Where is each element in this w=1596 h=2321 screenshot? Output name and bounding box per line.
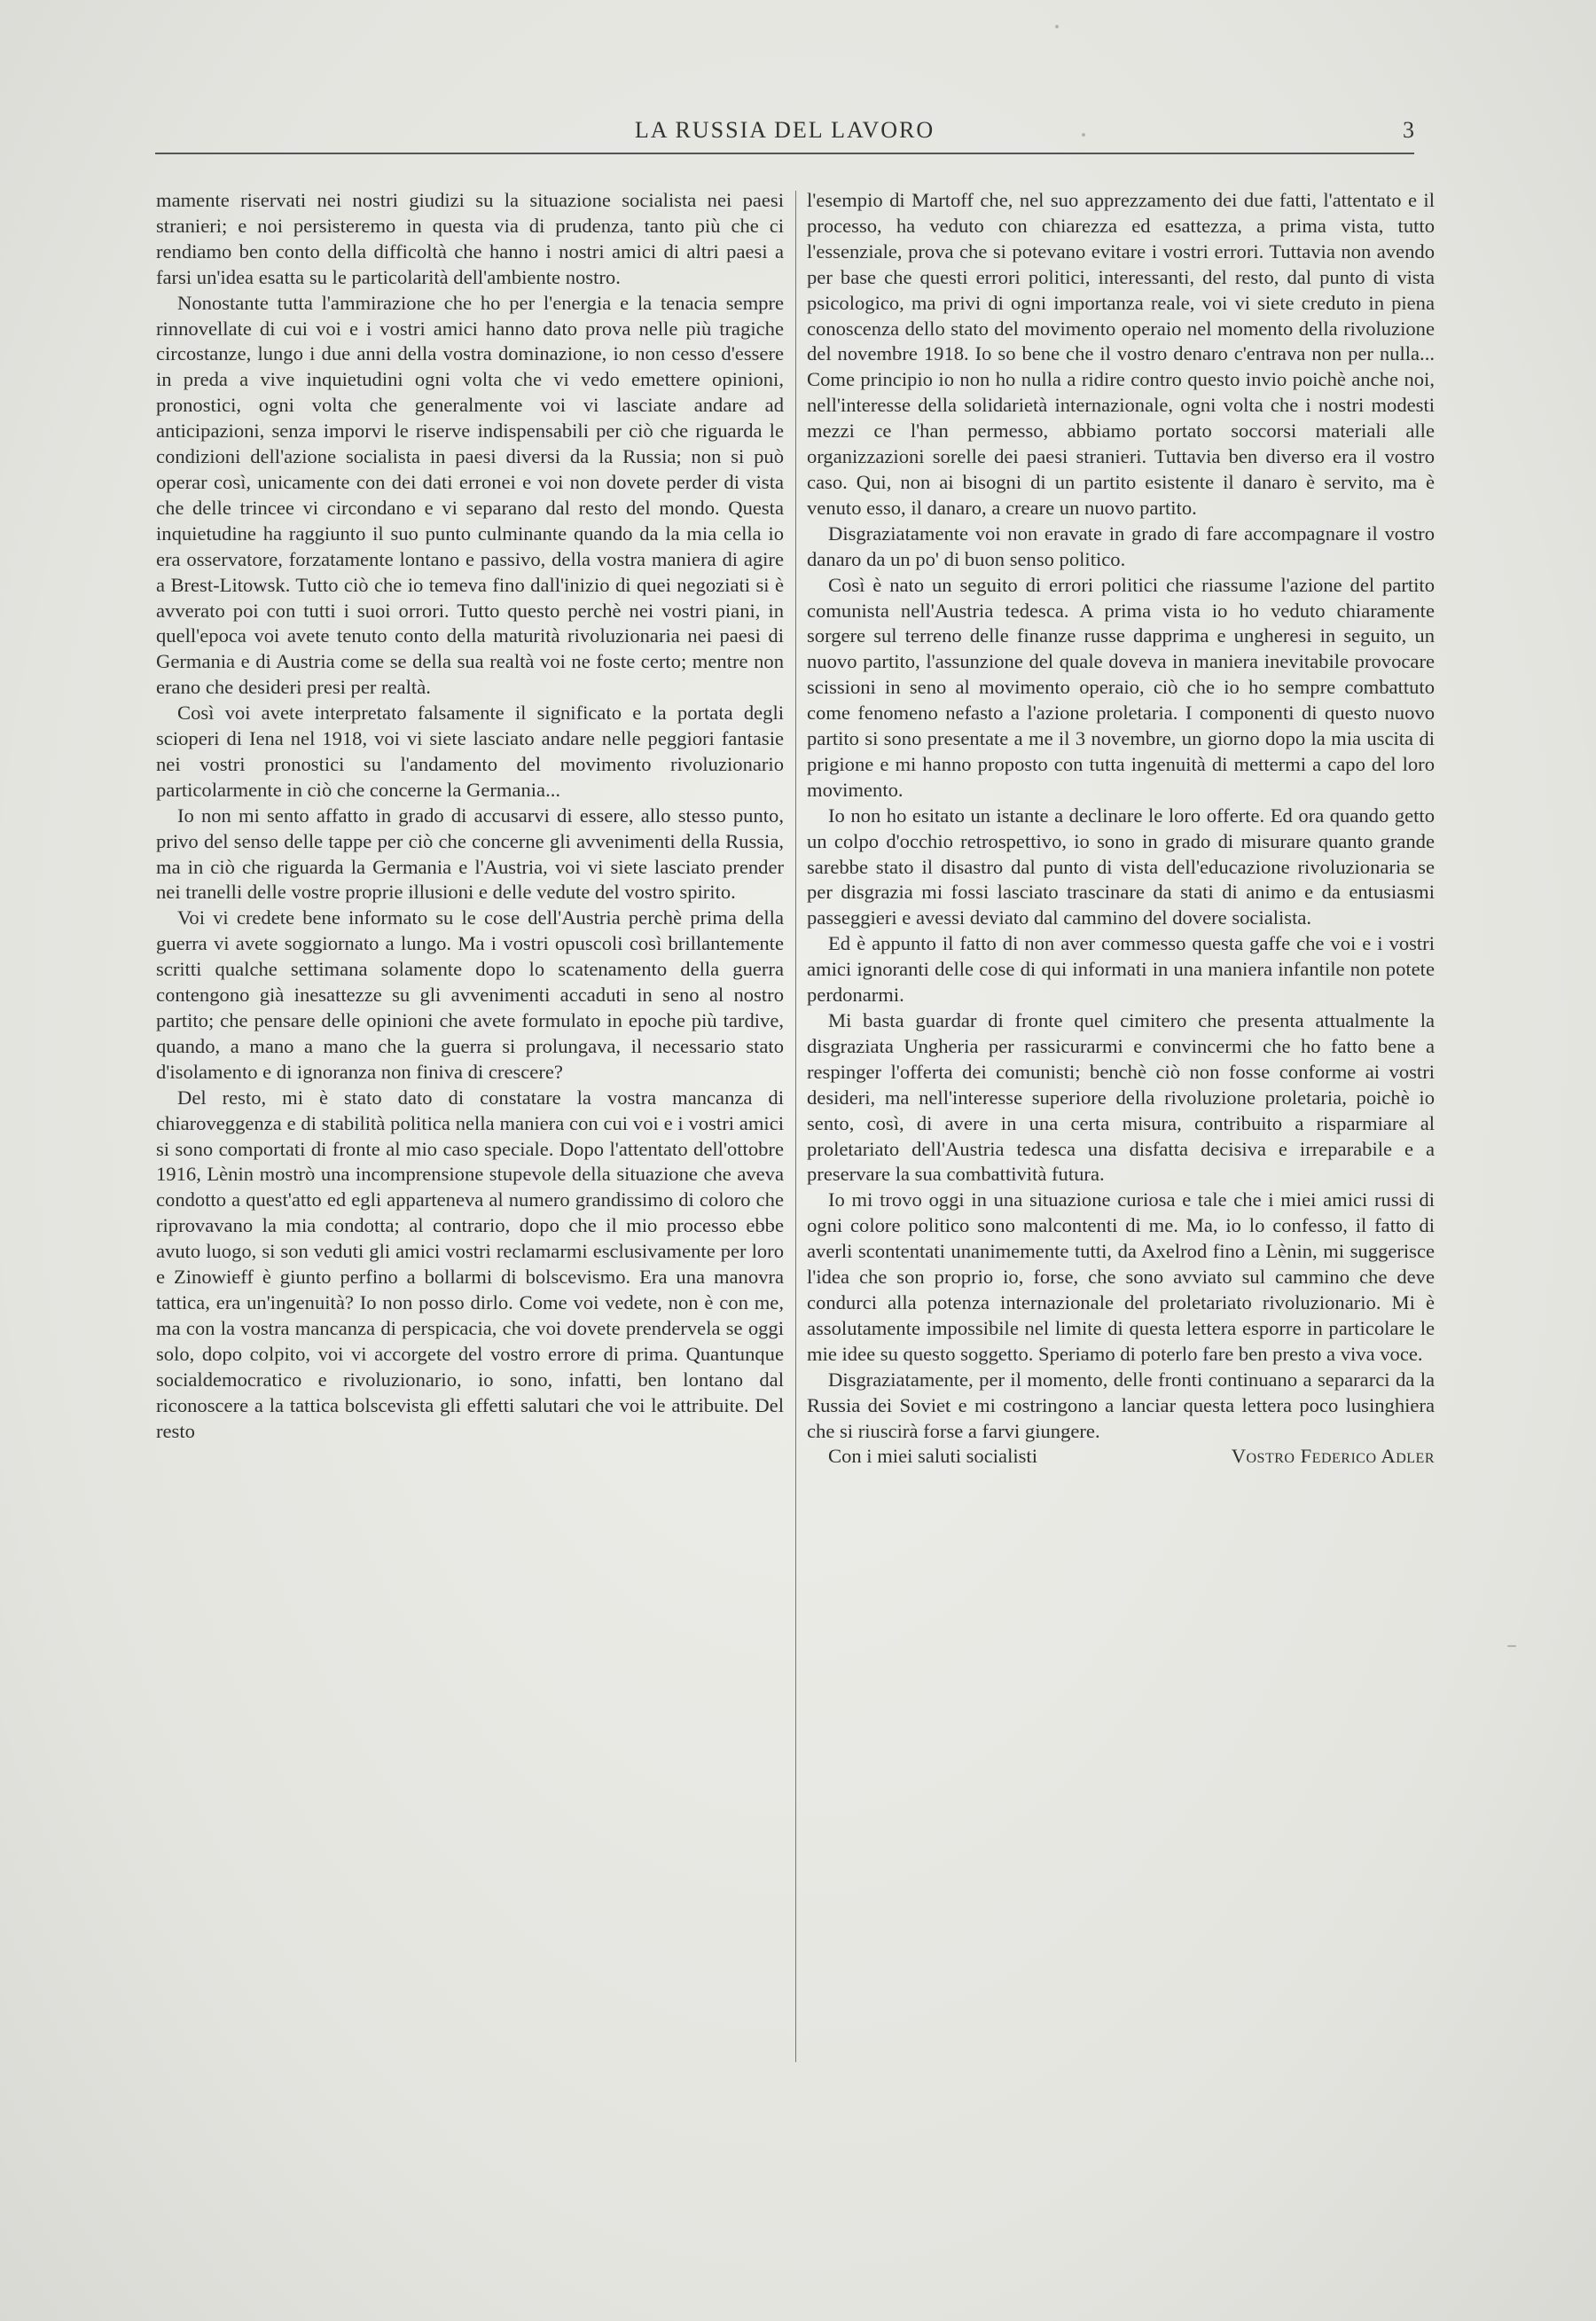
left-column xyxy=(156,188,784,1444)
paragraph: Disgraziatamente voi non eravate in grado di fare accompagnare il vostro danaro da un po' di buon senso politico. xyxy=(807,521,1435,570)
paragraph: Nonostante tutta l'ammirazione che ho per l'energia e la tenacia sempre rinnovellate di cui voi e i vostri amici hanno dato prova nelle più tragiche circostanze, lungo i due anni della vostra dominazione, io non cesso d'essere in preda a vive inquietudini ogni volta che vi vedo emettere opinioni, pronostici, ogni volta che generalmente voi vi lasciate andare ad anticipazioni, senza imporvi le riserve indispensabili per ciò che riguarda le condizioni dell'azione socialista in paesi diversi da la Russia; non si può operar così, unicamente con dei dati erronei e voi non dovete perder di vista che delle trincee vi circondano e vi separano dal resto del mondo. Questa inquietudine ha raggiunto il suo punto culminante quando da la mia cella io era osservatore, forzatamente lontano e passivo, della vostra maniera di agire a Brest-Litowsk. Tutto ciò che io temeva fino dall'inizio di quei negoziati si è avverato poi con tutti i suoi orrori. Tutto questo perchè nei vostri piani, in quell'epoca voi avete tenuto conto della maturità rivoluzionaria nei paesi di Germania e di Austria come se della sua realtà voi ne foste certo; mentre non erano che desideri presi per realtà. xyxy=(156,291,784,699)
paragraph: Del resto, mi è stato dato di constatare la vostra mancanza di chiaroveggenza e di stabilità politica nella maniera con cui voi e i vostri amici si sono comportati di fronte al mio caso speciale. Dopo l'attentato dell'ottobre 1916, Lènin mostrò una incomprensione stupevole della situazione che aveva condotto a quest'atto ed egli apparteneva al numero grandissimo di coloro che riprovavano la mia condotta; al contrario, dopo che il mio processo ebbe avuto luogo, si son veduti gli amici vostri reclamarmi esclusivamente per loro e Zinowieff è giunto perfino a bollarmi di bolscevismo. Era una manovra tattica, era un'ingenuità? Io non posso dirlo. Come voi vedete, non è con me, ma con la vostra mancanza di perspicacia, che voi dovete prendervela se oggi solo, dopo colpito, voi vi accorgete del vostro errore di prima. Quantunque socialdemocratico e rivoluzionario, io sono, infatti, ben lontano dal riconoscere a la tattica bolscevista gli effetti salutari che voi le attribuite. Del resto xyxy=(156,1086,784,1442)
paragraph: mamente riservati nei nostri giudizi su la situazione socialista nei paesi stranieri; e noi persisteremo in questa via di prudenza, tanto più che ci rendiamo ben conto della difficoltà che hanno i nostri amici di altri paesi a farsi un'idea esatta su le particolarità dell'ambiente nostro. xyxy=(156,189,784,288)
publication-title: LA RUSSIA DEL LAVORO xyxy=(634,117,935,143)
column-divider xyxy=(795,191,796,2062)
paragraph: l'esempio di Martoff che, nel suo apprezzamento dei due fatti, l'attentato e il processo, ha veduto con chiarezza ed esattezza, a prima vista, tutto l'essenziale, prova che si potevano evitare i vostri errori. Tuttavia non avendo per base che questi errori politici, interessanti, del resto, dal punto di vista psicologico, ma privi di ogni importanza reale, voi vi siete creduto in piena conoscenza dello stato del movimento operaio nel momento della rivoluzione del novembre 1918. Io so bene che il vostro denaro c'entrava non per nulla... Come principio io non ho nulla a ridire contro questo invio poichè anche noi, nell'interesse della solidarietà internazionale, ogni volta che i nostri modesti mezzi ce l'han permesso, abbiamo portato soccorsi materiali alle organizzazioni sorelle dei paesi stranieri. Tuttavia ben diverso era il vostro caso. Qui, non ai bisogni di un partito esistente il danaro è servito, ma è venuto esso, il danaro, a creare un nuovo partito. xyxy=(807,189,1435,519)
paragraph: Così è nato un seguito di errori politici che riassume l'azione del partito comunista nell'Austria tedesca. A prima vista io ho veduto chiaramente sorgere sul terreno delle finanze russe dapprima e ungheresi in seguito, un nuovo partito, l'assunzione del quale doveva in maniera inevitabile provocare scissioni in seno al movimento operaio, ciò che io ho sempre combattuto come fenomeno nefasto a l'azione proletaria. I componenti di questo nuovo partito si sono presentate a me il 3 novembre, un giorno dopo la mia uscita di prigione e mi hanno proposto con tutta ingenuità di mettermi a capo del loro movimento. xyxy=(807,573,1435,801)
paragraph: Ed è appunto il fatto di non aver commesso questa gaffe che voi e i vostri amici ignoranti delle cose di qui informati in una maniera infantile non potete perdonarmi. xyxy=(807,932,1435,1007)
paragraph: Io non mi sento affatto in grado di accusarvi di essere, allo stesso punto, privo del senso delle tappe per ciò che concerne gli avvenimenti della Russia, ma in ciò che riguarda la Germania e l'Austria, voi vi siete lasciato prender nei tranelli delle vostre proprie illusioni e delle vedute del vostro spirito. xyxy=(156,804,784,904)
paragraph: Così voi avete interpretato falsamente il significato e la portata degli scioperi di Iena nel 1918, voi vi siete lasciato andare nelle peggiori fantasie nei vostri pronostici su l'andamento del movimento rivoluzionario particolarmente in ciò che concerne la Germania... xyxy=(156,702,784,801)
page-number: 3 xyxy=(1403,117,1414,143)
paper-speck xyxy=(1082,133,1085,137)
closing-salutation: Con i miei saluti socialisti xyxy=(828,1445,1037,1468)
paragraph: Voi vi credete bene informato su le cose dell'Austria perchè prima della guerra vi avete soggiornato a lungo. Ma i vostri opuscoli così brillantemente scritti qualche settimana solamente dopo lo scatenamento della guerra contengono già inesattezze su gli avvenimenti accaduti in seno al nostro partito; che pensare delle opinioni che avete formulato in epoche più tardive, quando, a mano a mano che la guerra si prolungava, il necessario stato d'isolamento e di ignoranza non finiva di crescere? xyxy=(156,906,784,1083)
author-signature: Vostro Federico Adler xyxy=(1231,1445,1435,1468)
paragraph: Disgraziatamente, per il momento, delle fronti continuano a separarci da la Russia dei Soviet e mi costringono a lanciar questa lettera poco lusinghiera che si riuscirà forse a farvi giungere. xyxy=(807,1368,1435,1442)
page-header xyxy=(155,117,1414,153)
signature-line xyxy=(807,1444,1435,1470)
paper-speck xyxy=(1507,1645,1516,1647)
right-column xyxy=(807,188,1435,1470)
paragraph: Io non ho esitato un istante a declinare le loro offerte. Ed ora quando getto un colpo d'occhio retrospettivo, io sono in grado di misurare quanto grande sarebbe stato il disastro dal punto di vista dell'educazione rivoluzionaria se per disgrazia mi fossi lasciato trascinare da stati di animo e da entusiasmi passeggieri e avessi deviato dal cammino del dovere socialista. xyxy=(807,804,1435,929)
paper-speck xyxy=(1055,25,1059,28)
paragraph: Mi basta guardar di fronte quel cimitero che presenta attualmente la disgraziata Ungheria per rassicurarmi e convincermi che ho fatto bene a respinger l'offerta dei comunisti; benchè ciò non fosse conforme ai vostri desideri, ma nell'interesse superiore della rivoluzione proletaria, poichè io sento, così, di avere in una certa misura, contribuito a risparmiare al proletariato dell'Austria tedesca una disfatta decisiva e irreparabile e a preservare la sua combattività futura. xyxy=(807,1009,1435,1186)
paragraph: Io mi trovo oggi in una situazione curiosa e tale che i miei amici russi di ogni colore politico sono malcontenti di me. Ma, io lo confesso, il fatto di averli scontentati unanimemente tutti, da Axelrod fino a Lènin, mi suggerisce l'idea che son proprio io, forse, che sono avviato sul cammino che deve condurci alla potenza internazionale del proletariato rivoluzionario. Mi è assolutamente impossibile nel limite di questa lettera esporre in particolare le mie idee su questo soggetto. Speriamo di poterlo fare ben presto a viva voce. xyxy=(807,1188,1435,1365)
header-rule xyxy=(155,153,1414,154)
